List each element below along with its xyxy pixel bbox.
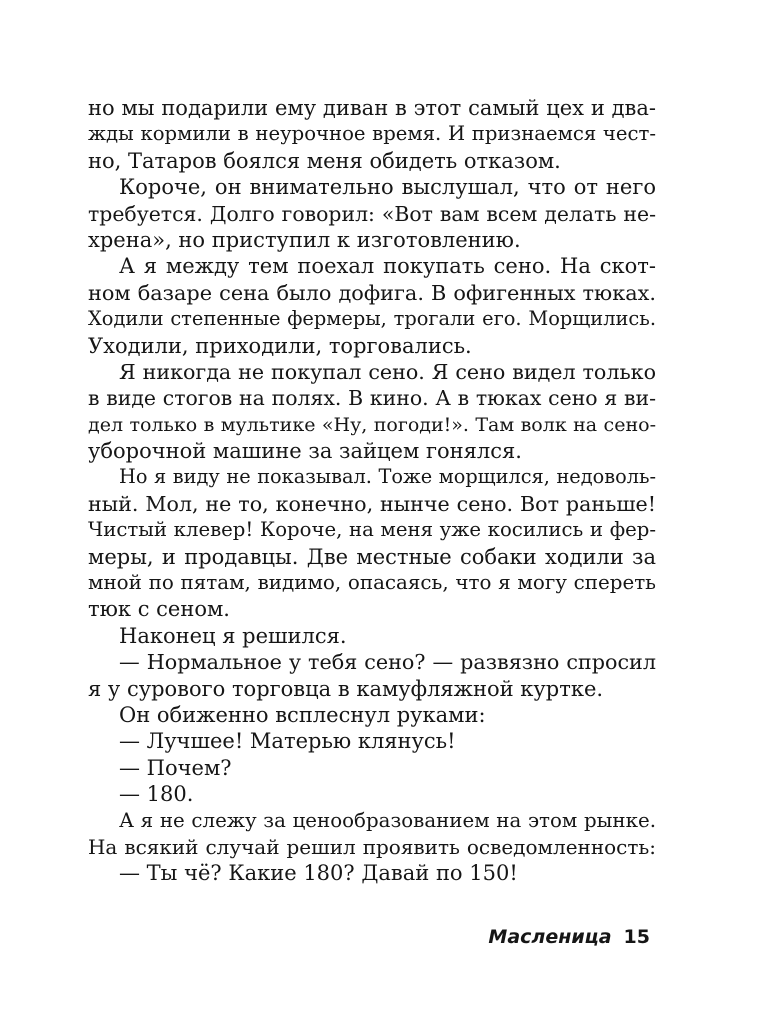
text-line: но, Татаров боялся меня обидеть отказом. <box>88 148 561 173</box>
text-line: На всякий случай решил проявить осведомленность: <box>88 834 656 859</box>
text-line: уборочной машине за зайцем гонялся. <box>88 439 522 464</box>
text-line: ный. Мол, не то, конечно, нынче сено. Вот раньше! <box>88 491 656 516</box>
text-line: Короче, он внимательно выслушал, что от него <box>119 175 656 200</box>
text-line: — Нормальное у тебя сено? — развязно спросил <box>119 650 656 675</box>
text-line: тюк с сеном. <box>88 597 230 622</box>
text-line: — Почем? <box>119 755 232 780</box>
text-line: А я между тем поехал покупать сено. На скот- <box>119 254 656 279</box>
text-line: Чистый клевер! Короче, на меня уже косились и фер- <box>88 518 656 542</box>
text-line: мной по пятам, видимо, опасаясь, что я могу спереть <box>88 571 656 595</box>
text-line: я у сурового торговца в камуфляжной куртке. <box>88 676 604 701</box>
body-text <box>88 95 656 887</box>
text-line: Ходили степенные фермеры, трогали его. Морщились. <box>88 307 656 331</box>
running-head: Масленица <box>488 926 612 948</box>
text-line: Наконец я решился. <box>119 623 347 648</box>
text-line: ном базаре сена было дофига. В офигенных тюках. <box>88 280 656 305</box>
text-line: А я не слежу за ценообразованием на этом рынке. <box>119 808 656 832</box>
text-line: — Ты чё? Какие 180? Давай по 150! <box>119 861 518 886</box>
page-number: 15 <box>623 926 650 948</box>
text-line: Он обиженно всплеснул руками: <box>119 702 486 727</box>
text-line: — Лучшее! Матерью клянусь! <box>119 729 456 754</box>
text-line: дел только в мультике «Ну, погоди!». Там волк на сено- <box>88 413 656 436</box>
text-line: в виде стогов на полях. В кино. А в тюках сено я ви- <box>88 386 656 411</box>
text-line: — 180. <box>119 782 194 807</box>
text-line: Уходили, приходили, торговались. <box>88 333 472 358</box>
text-line: но мы подарили ему диван в этот самый цех и два- <box>88 96 656 120</box>
page-footer <box>488 926 650 948</box>
text-line: меры, и продавцы. Две местные собаки ходили за <box>88 544 656 569</box>
text-line: требуется. Долго говорил: «Вот вам всем делать не- <box>88 201 656 226</box>
text-line: жды кормили в неурочное время. И признаемся чест- <box>88 122 656 146</box>
text-line: хрена», но приступил к изготовлению. <box>88 227 521 252</box>
text-line: Но я виду не показывал. Тоже морщился, недоволь- <box>119 465 656 489</box>
text-line: Я никогда не покупал сено. Я сено видел только <box>119 359 656 384</box>
